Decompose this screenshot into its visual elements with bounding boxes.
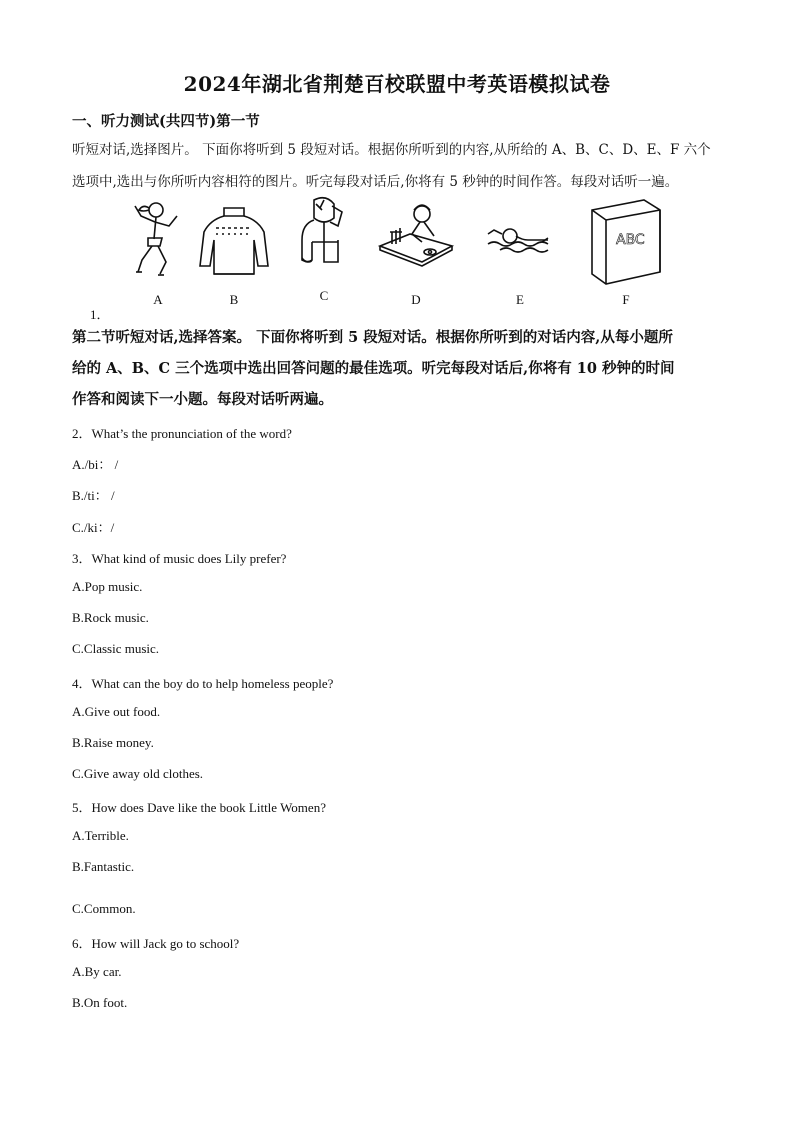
- question-5-option-b: B.Fantastic.: [72, 859, 135, 874]
- question-1-number: 1．: [90, 307, 110, 322]
- picture-label-d: D: [411, 292, 421, 307]
- picture-option-a: [118, 196, 198, 314]
- question-4: 4．What can the boy do to help homeless people?: [72, 676, 334, 691]
- picture-option-e: [480, 196, 560, 314]
- section1-intro-line1: 听短对话,选择图片。 下面你将听到 5 段短对话。根据你所听到的内容,从所给的 A、B、C、D、E、F 六个: [72, 142, 711, 158]
- question-6: 6．How will Jack go to school?: [72, 936, 240, 951]
- question-4-option-a: A.Give out food.: [72, 704, 161, 719]
- section1-heading: 一、听力测试(共四节)第一节: [72, 113, 260, 130]
- question-3: 3．What kind of music does Lily prefer?: [72, 551, 287, 566]
- picture-options: [118, 196, 678, 314]
- picture-option-b: [194, 196, 274, 314]
- question-2: 2．What’s the pronunciation of the word?: [72, 426, 292, 441]
- question-3-option-c: C.Classic music.: [72, 641, 160, 656]
- question-2-option-a: A./bi： /: [72, 457, 119, 472]
- question-2-option-c: C./ki：/: [72, 520, 115, 535]
- question-4-option-c: C.Give away old clothes.: [72, 766, 204, 781]
- question-5: 5．How does Dave like the book Little Women?: [72, 800, 326, 815]
- section1-intro-line2: 选项中,选出与你所听内容相符的图片。听完每段对话后,你将有 5 秒钟的时间作答。每段对话听一遍。: [72, 174, 679, 190]
- swimmer-icon: [480, 196, 560, 288]
- picture-label-a: A: [153, 292, 163, 307]
- question-5-option-a: A.Terrible.: [72, 828, 129, 843]
- svg-text:ABC: ABC: [616, 232, 645, 248]
- section2-line2: 给的 A、B、C 三个选项中选出回答问题的最佳选项。听完每段对话后,你将有 10 秒钟的时间: [72, 360, 675, 377]
- picture-label-f: F: [622, 292, 630, 307]
- question-6-option-b: B.On foot.: [72, 995, 128, 1010]
- question-5-option-c: C.Common.: [72, 901, 136, 916]
- sweater-icon: [194, 196, 274, 288]
- picture-label-e: E: [516, 292, 524, 307]
- question-2-option-b: B./ti： /: [72, 488, 115, 503]
- section2-line1: 第二节听短对话,选择答案。 下面你将听到 5 段短对话。根据你所听到的对话内容,从每小题所: [72, 329, 673, 346]
- question-4-option-b: B.Raise money.: [72, 735, 154, 750]
- picture-option-f: [586, 196, 666, 314]
- running-girl-icon: [118, 196, 198, 288]
- picture-label-b: B: [229, 292, 239, 307]
- headache-man-icon: [284, 196, 364, 288]
- picture-option-d: [376, 196, 456, 314]
- picture-option-c: [284, 196, 364, 314]
- page-title: 2024年湖北省荆楚百校联盟中考英语模拟试卷: [183, 72, 611, 96]
- boy-drawing-icon: [376, 196, 456, 288]
- section2-line3: 作答和阅读下一小题。每段对话听两遍。: [72, 391, 333, 408]
- picture-label-c: C: [319, 288, 329, 303]
- question-3-option-b: B.Rock music.: [72, 610, 149, 625]
- question-3-option-a: A.Pop music.: [72, 579, 143, 594]
- question-6-option-a: A.By car.: [72, 964, 122, 979]
- abc-book-icon: [586, 196, 666, 288]
